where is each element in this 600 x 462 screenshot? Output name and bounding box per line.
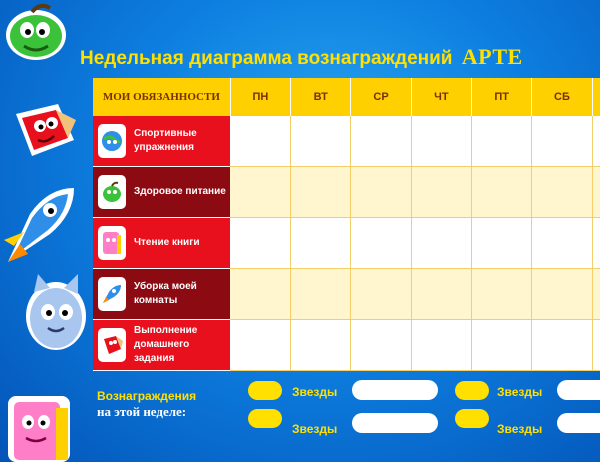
day-header-fri: ПТ	[471, 78, 531, 116]
task-row	[93, 116, 600, 167]
day-header-tue: ВТ	[291, 78, 351, 116]
mark-cell[interactable]	[471, 116, 531, 167]
mark-cell[interactable]	[230, 116, 290, 167]
task-homework	[93, 320, 230, 371]
mark-cell[interactable]	[230, 320, 290, 371]
task-label: Выполнение домашнего задания	[134, 325, 198, 364]
page-title	[80, 44, 600, 72]
mark-cell[interactable]	[532, 167, 592, 218]
stars-label: Звезды	[497, 385, 543, 399]
mark-cell[interactable]	[471, 218, 531, 269]
mark-cell[interactable]	[351, 167, 411, 218]
stars-count-field[interactable]	[352, 380, 438, 400]
reward-star-marker[interactable]	[248, 381, 282, 400]
task-row	[93, 167, 600, 218]
apple-character-icon	[2, 2, 72, 62]
mark-cell[interactable]	[592, 320, 600, 371]
stars-count-field[interactable]	[557, 413, 600, 433]
mark-cell[interactable]	[230, 269, 290, 320]
mark-cell[interactable]	[532, 116, 592, 167]
stars-label: Звезды	[497, 422, 543, 436]
pencil-face-icon	[98, 328, 126, 362]
day-header-thu: ЧТ	[411, 78, 471, 116]
mark-cell[interactable]	[230, 218, 290, 269]
child-name: АРТЕ	[461, 44, 523, 69]
task-label: Здоровое питание	[134, 186, 226, 197]
mark-cell[interactable]	[592, 218, 600, 269]
rocket-icon	[98, 277, 126, 311]
mark-cell[interactable]	[592, 167, 600, 218]
header-row	[93, 78, 600, 116]
reward-star-marker[interactable]	[455, 409, 489, 428]
mark-cell[interactable]	[351, 269, 411, 320]
mark-cell[interactable]	[532, 320, 592, 371]
chart-table	[93, 78, 600, 371]
mark-cell[interactable]	[592, 116, 600, 167]
mark-cell[interactable]	[471, 167, 531, 218]
task-label: Уборка моей комнаты	[134, 281, 197, 306]
mark-cell[interactable]	[411, 167, 471, 218]
mark-cell[interactable]	[592, 269, 600, 320]
stars-label: Звезды	[292, 385, 338, 399]
mark-cell[interactable]	[471, 269, 531, 320]
mark-cell[interactable]	[351, 218, 411, 269]
mark-cell[interactable]	[351, 116, 411, 167]
book-character-icon	[4, 392, 76, 462]
mark-cell[interactable]	[471, 320, 531, 371]
day-header-mon: ПН	[230, 78, 290, 116]
rewards-subtitle: на этой неделе:	[97, 404, 187, 419]
mark-cell[interactable]	[411, 269, 471, 320]
globe-face-icon	[98, 124, 126, 158]
apple-face-icon	[98, 175, 126, 209]
stars-label: Звезды	[292, 422, 338, 436]
mark-cell[interactable]	[230, 167, 290, 218]
task-row	[93, 218, 600, 269]
task-exercise	[93, 116, 230, 167]
mark-cell[interactable]	[532, 269, 592, 320]
mark-cell[interactable]	[411, 116, 471, 167]
task-row	[93, 320, 600, 371]
mark-cell[interactable]	[291, 116, 351, 167]
mark-cell[interactable]	[291, 218, 351, 269]
rewards-title: Вознаграждения	[97, 389, 197, 403]
reward-star-marker[interactable]	[248, 409, 282, 428]
reward-star-marker[interactable]	[455, 381, 489, 400]
mark-cell[interactable]	[411, 218, 471, 269]
rocket-character-icon	[0, 184, 80, 268]
mark-cell[interactable]	[291, 320, 351, 371]
stars-count-field[interactable]	[557, 380, 600, 400]
day-header-sat: СБ	[532, 78, 592, 116]
task-label: Чтение книги	[134, 237, 200, 248]
mark-cell[interactable]	[291, 167, 351, 218]
rewards-label	[97, 388, 196, 420]
cat-character-icon	[22, 268, 90, 358]
pencil-character-icon	[10, 100, 80, 162]
task-row	[93, 269, 600, 320]
mark-cell[interactable]	[532, 218, 592, 269]
mark-cell[interactable]	[411, 320, 471, 371]
task-label: Спортивные упражнения	[134, 128, 197, 153]
duties-header: МОИ ОБЯЗАННОСТИ	[93, 78, 230, 116]
weekly-chart	[93, 78, 600, 368]
task-healthy-eating	[93, 167, 230, 218]
day-header-wed: СР	[351, 78, 411, 116]
stars-count-field[interactable]	[352, 413, 438, 433]
task-reading	[93, 218, 230, 269]
task-room-cleaning	[93, 269, 230, 320]
mark-cell[interactable]	[351, 320, 411, 371]
day-header-sun-partial	[592, 78, 600, 116]
mark-cell[interactable]	[291, 269, 351, 320]
title-text: Недельная диаграмма вознаграждений	[80, 48, 453, 69]
book-face-icon	[98, 226, 126, 260]
